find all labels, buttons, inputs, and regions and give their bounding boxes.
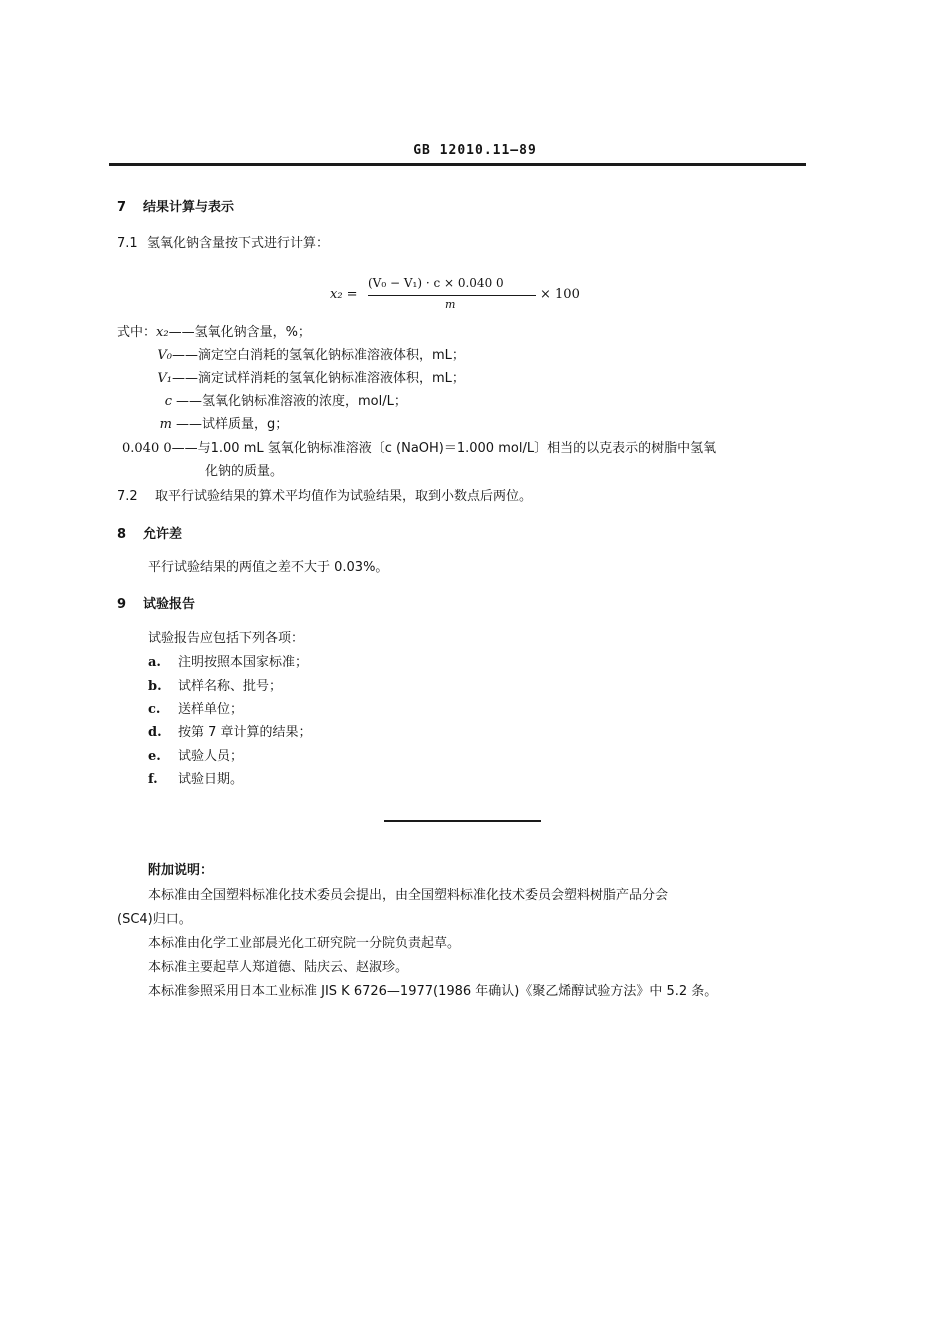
- header-divider: [109, 163, 806, 166]
- list-item: [148, 745, 243, 764]
- formula-numerator: (V₀ − V₁) · c × 0.040 0: [368, 276, 504, 290]
- clause-7-2-text: 取平行试验结果的算术平均值作为试验结果，取到小数点后两位。: [155, 489, 533, 504]
- list-item: [148, 768, 243, 787]
- def-symbol-x2: x₂: [156, 325, 169, 340]
- def-desc-v0: ——滴定空白消耗的氢氧化钠标准溶液体积，mL；: [172, 348, 465, 363]
- list-text: 送样单位；: [178, 702, 244, 717]
- where-text: 式中：: [117, 325, 157, 340]
- def-symbol-v1: V₁: [157, 371, 172, 386]
- list-letter: e.: [148, 749, 161, 764]
- section-7-title: 结果计算与表示: [143, 200, 235, 215]
- definition-constant-cont: 化钠的质量。: [205, 464, 284, 479]
- list-letter: d.: [148, 725, 162, 740]
- formula: [330, 276, 590, 316]
- list-text: 试验日期。: [178, 772, 244, 787]
- definition-v0: [150, 344, 465, 363]
- def-desc-x2: ——氢氧化钠含量，%；: [168, 325, 311, 340]
- def-desc-m: ——试样质量，g；: [176, 417, 289, 432]
- appendix-line: 本标准参照采用日本工业标准 JIS K 6726—1977(1986 年确认)《聚乙烯醇试验方法》中 5.2 条。: [148, 984, 718, 999]
- formula-rhs: × 100: [540, 287, 580, 302]
- appendix-line: 本标准由全国塑料标准化技术委员会提出，由全国塑料标准化技术委员会塑料树脂产品分会: [148, 888, 669, 903]
- section-9-title: 试验报告: [143, 597, 196, 612]
- list-text: 注明按照本国家标准；: [178, 655, 309, 670]
- def-desc-constant: ——与1.00 mL 氢氧化钠标准溶液〔c (NaOH)＝1.000 mol/L〕相当的以克表示的树脂中氢氧: [171, 441, 717, 456]
- def-symbol-v0: V₀: [157, 348, 172, 363]
- definition-constant: [122, 437, 716, 456]
- clause-7-2-number: 7.2: [117, 489, 138, 504]
- where-label: [117, 321, 311, 340]
- appendix-line: (SC4)归口。: [117, 912, 192, 927]
- def-desc-v1: ——滴定试样消耗的氢氧化钠标准溶液体积，mL；: [172, 371, 465, 386]
- list-letter: f.: [148, 772, 158, 787]
- definition-m: [150, 413, 288, 432]
- list-item: [148, 721, 312, 740]
- def-symbol-m: m: [159, 417, 172, 432]
- section-9-heading: [117, 593, 195, 612]
- list-item: [148, 698, 243, 717]
- section-7-number: 7: [117, 200, 127, 215]
- section-8-heading: [117, 523, 182, 542]
- list-letter: b.: [148, 679, 162, 694]
- def-desc-c: ——氢氧化钠标准溶液的浓度，mol/L；: [176, 394, 407, 409]
- list-item: [148, 651, 308, 670]
- section-8-title: 允许差: [143, 527, 183, 542]
- list-text: 试验人员；: [178, 749, 244, 764]
- definition-v1: [150, 367, 465, 386]
- formula-denominator: m: [445, 298, 456, 311]
- appendix-line: 本标准由化学工业部晨光化工研究院一分院负责起草。: [148, 936, 461, 951]
- list-item: [148, 675, 282, 694]
- fraction-bar: [368, 295, 536, 296]
- list-letter: a.: [148, 655, 161, 670]
- clause-7-1-text: 氢氧化钠含量按下式进行计算：: [147, 236, 330, 251]
- standard-number: GB 12010.11—89: [413, 143, 537, 158]
- clause-7-2: [117, 485, 532, 504]
- section-9-intro: 试验报告应包括下列各项：: [148, 631, 305, 646]
- clause-7-1: [117, 232, 329, 251]
- section-7-heading: [117, 196, 234, 215]
- section-9-number: 9: [117, 597, 127, 612]
- formula-lhs: x₂ =: [330, 287, 358, 302]
- def-symbol-constant: 0.040 0: [122, 441, 172, 456]
- clause-7-1-number: 7.1: [117, 236, 138, 251]
- appendix-title: 附加说明：: [148, 863, 214, 878]
- section-end-divider: [384, 820, 541, 822]
- definition-c: [150, 390, 407, 409]
- appendix-line: 本标准主要起草人郑道德、陆庆云、赵淑珍。: [148, 960, 409, 975]
- list-text: 试样名称、批号；: [178, 679, 283, 694]
- section-8-number: 8: [117, 527, 127, 542]
- list-letter: c.: [148, 702, 161, 717]
- list-text: 按第 7 章计算的结果；: [178, 725, 312, 740]
- def-symbol-c: c: [164, 394, 172, 409]
- section-8-text: 平行试验结果的两值之差不大于 0.03%。: [148, 560, 389, 575]
